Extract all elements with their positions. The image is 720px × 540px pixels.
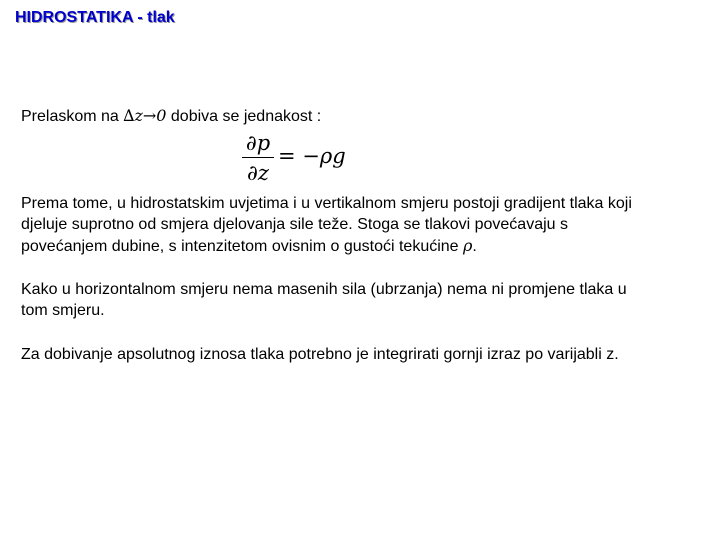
slide-title: HIDROSTATIKA - tlak	[15, 9, 175, 26]
fraction-numerator: ∂p	[245, 131, 271, 155]
fraction-bar	[242, 157, 274, 158]
equation-right-hand-side: = −ρg	[278, 144, 346, 168]
gradient-explanation-paragraph	[21, 193, 711, 257]
pressure-gradient-fraction	[242, 130, 274, 186]
delta-z-limit-symbol: ∆z→0	[123, 106, 167, 125]
intro-text-before: Prelaskom na	[21, 108, 124, 125]
gradient-explanation-text: Prema tome, u hidrostatskim uvjetima i u vertikalnom smjeru postoji gradijent tlaka koji djeluje suprotno od smjera djelovanja sile teže. Stoga se tlakovi povećavaju s povećanjem dubine, s intenzitetom ovisnim o gustoći tekućine	[21, 195, 632, 255]
hydrostatic-equation	[238, 130, 358, 188]
fraction-denominator: ∂z	[247, 161, 269, 185]
absolute-pressure-paragraph: Za dobivanje apsolutnog iznosa tlaka potrebno je integrirati gornji izraz po varijabli z.	[21, 346, 619, 363]
horizontal-direction-paragraph: Kako u horizontalnom smjeru nema masenih sila (ubrzanja) nema ni promjene tlaka u tom smjeru.	[21, 281, 627, 319]
intro-paragraph	[21, 105, 711, 127]
density-symbol: ρ	[463, 236, 473, 255]
paragraph-end-period: .	[472, 238, 477, 255]
intro-text-after: dobiva se jednakost :	[166, 108, 322, 125]
